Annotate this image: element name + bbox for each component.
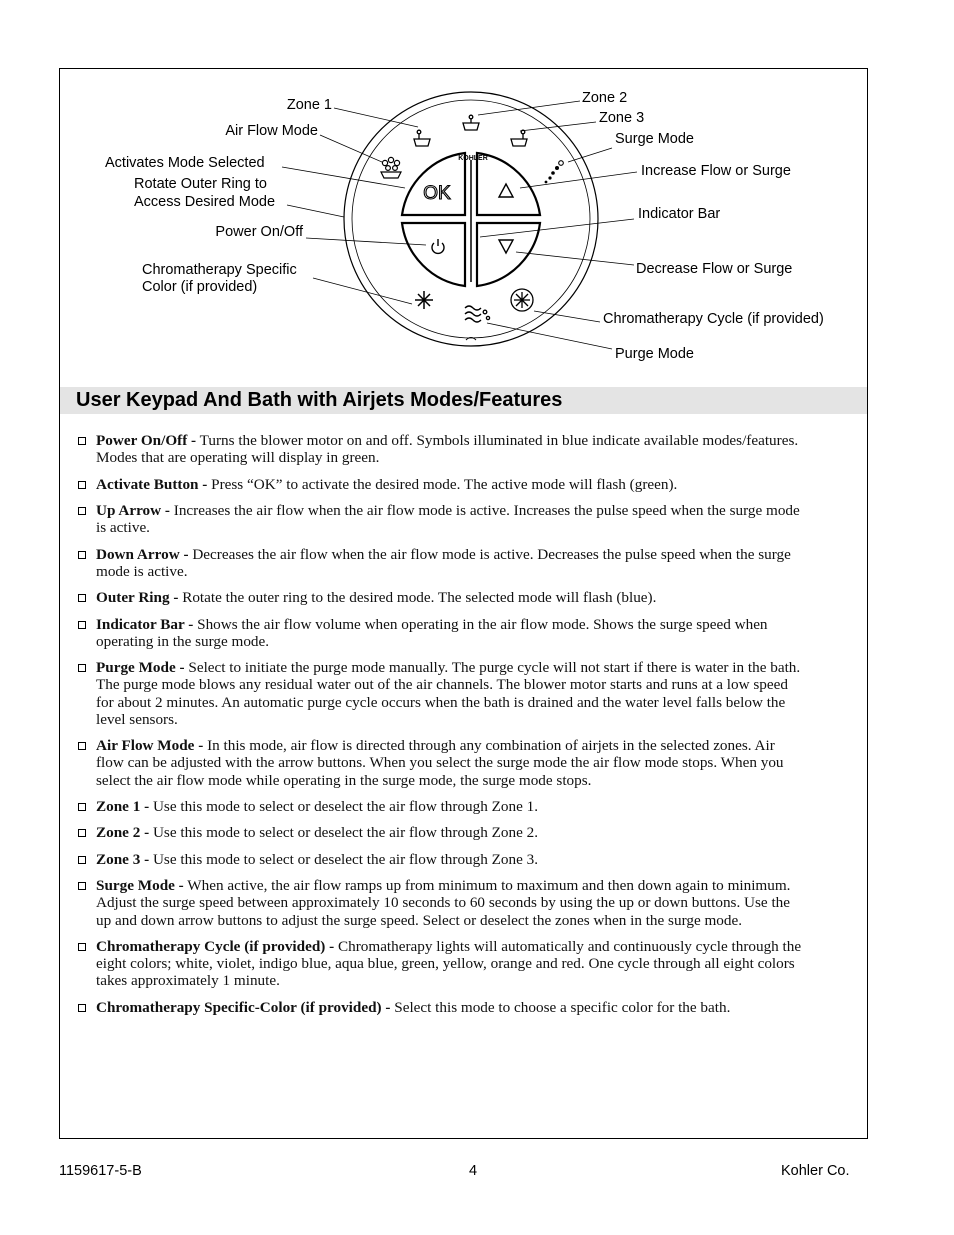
feature-text: Use this mode to select or deselect the air flow through Zone 2. [149,824,539,842]
footer-page-number: 4 [469,1163,478,1179]
feature-term: Up Arrow - [96,501,170,519]
checkbox-bullet-icon [78,803,86,811]
feature-text: Chromatherapy lights will automatically and continuously cycle through the eight colors; white, violet, indigo blue, aqua blue, green, yellow, orange and red. One cycle through all eight colors takes approximately 1 minute. [96,937,802,990]
label-rotate-ring-line1: Rotate Outer Ring to [134,176,267,192]
zone1-icon[interactable] [414,130,430,146]
feature-text: Increases the air flow when the air flow mode is active. Increases the pulse speed when the surge mode is active. [96,501,800,537]
feature-term: Power On/Off - [96,432,197,449]
zone2-icon[interactable] [463,115,479,130]
feature-term: Air Flow Mode - [96,737,204,755]
label-purge-mode: Purge Mode [615,346,694,362]
checkbox-bullet-icon [78,664,86,672]
checkbox-bullet-icon [78,882,86,890]
list-item [78,432,806,466]
section-title: User Keypad And Bath with Airjets Modes/Features [76,389,563,411]
list-item [78,476,806,493]
label-indicator-bar: Indicator Bar [638,206,721,222]
feature-text: Use this mode to select or deselect the air flow through Zone 3. [149,850,539,868]
keypad-quadrant-top-right [477,153,540,215]
footer-company: Kohler Co. [781,1163,850,1179]
feature-term: Zone 1 - [96,797,150,815]
feature-term: Purge Mode - [96,659,185,677]
feature-text: When active, the air flow ramps up from minimum to maximum and then down again to minimum. Adjust the surge speed between approximately 10 seconds to 60 seconds by using the up or down buttons. Use the up and down arrow buttons to adjust the surge speed. Select or deselect the zones when in the surge mode. [96,877,791,929]
checkbox-bullet-icon [78,856,86,864]
feature-text: Select to initiate the purge mode manually. The purge cycle will not start if there is water in the bath. The purge mode blows any residual water out of the air channels. The blower motor starts and runs at a low speed for about 2 minutes. An automatic purge cycle occurs when the bath is drained and the water level falls below the level sensors. [96,659,801,728]
feature-text: Select this mode to choose a specific color for the bath. [390,998,731,1016]
feature-text: Press “OK” to activate the desired mode. The active mode will flash (green). [207,475,678,493]
label-chroma-specific-line2: Color (if provided) [142,279,258,295]
label-activates-mode: Activates Mode Selected [105,155,265,171]
sun-icon[interactable] [415,291,433,309]
list-item [78,824,806,841]
feature-term: Outer Ring - [96,589,179,607]
feature-text: Turns the blower motor on and off. Symbols illuminated in blue indicate available modes/features. Modes that are operating will display in green. [96,432,799,467]
ok-button[interactable]: OK [423,183,451,204]
checkbox-bullet-icon [78,1004,86,1012]
checkbox-bullet-icon [78,551,86,559]
label-rotate-ring-line2: Access Desired Mode [134,194,276,210]
checkbox-bullet-icon [78,621,86,629]
zone3-icon[interactable] [511,130,527,146]
list-item [78,589,806,606]
up-arrow-icon[interactable] [499,184,513,197]
label-zone3: Zone 3 [599,110,645,126]
list-item [78,999,806,1016]
label-power: Power On/Off [215,224,303,240]
feature-term: Indicator Bar - [96,615,194,633]
list-item [78,616,806,650]
feature-term: Zone 3 - [96,850,150,868]
air-flow-mode-icon[interactable] [381,157,401,178]
list-item [78,546,806,580]
label-zone2: Zone 2 [582,90,628,106]
label-surge-mode: Surge Mode [615,131,694,147]
keypad-quadrant-bottom-right [477,223,540,286]
feature-term: Surge Mode - [96,877,184,895]
feature-term: Down Arrow - [96,545,189,563]
checkbox-bullet-icon [78,594,86,602]
purge-mode-icon[interactable] [465,306,490,322]
checkbox-bullet-icon [78,943,86,951]
checkbox-bullet-icon [78,437,86,445]
feature-term: Activate Button - [96,475,208,493]
brand-logo-text: KOHLER [458,155,488,162]
list-item [78,877,806,929]
power-icon[interactable] [432,239,444,253]
checkbox-bullet-icon [78,507,86,515]
checkbox-bullet-icon [78,829,86,837]
label-zone1: Zone 1 [286,97,332,113]
list-item [78,659,806,728]
label-chroma-specific-line1: Chromatherapy Specific [142,262,297,278]
list-item [78,938,806,990]
list-item [78,737,806,789]
surge-mode-icon[interactable] [545,161,564,184]
feature-list [78,432,806,1025]
checkbox-bullet-icon [78,481,86,489]
list-item [78,502,806,536]
chromatherapy-cycle-icon[interactable] [511,289,533,311]
checkbox-bullet-icon [78,742,86,750]
footer-doc-number: 1159617-5-B [59,1163,142,1179]
down-arrow-icon[interactable] [499,240,513,253]
feature-text: Decreases the air flow when the air flow mode is active. Decreases the pulse speed when the surge mode is active. [96,545,791,580]
list-item [78,851,806,868]
leader-lines [282,101,637,349]
feature-text: Rotate the outer ring to the desired mode. The selected mode will flash (blue). [178,589,657,607]
feature-term: Chromatherapy Specific-Color (if provided) - [96,998,391,1016]
feature-term: Zone 2 - [96,824,150,842]
label-decrease: Decrease Flow or Surge [636,261,793,277]
label-increase: Increase Flow or Surge [641,163,791,179]
label-chroma-cycle: Chromatherapy Cycle (if provided) [603,311,824,327]
keypad-quadrant-bottom-left [402,223,465,286]
feature-term: Chromatherapy Cycle (if provided) - [96,937,335,955]
label-air-flow-mode: Air Flow Mode [225,123,318,139]
list-item [78,798,806,815]
feature-text: Shows the air flow volume when operating in the air flow mode. Shows the surge speed when operating in the surge mode. [96,615,768,650]
section-header [60,387,867,414]
feature-text: Use this mode to select or deselect the air flow through Zone 1. [149,797,539,815]
feature-text: In this mode, air flow is directed through any combination of airjets in the selected zones. Air flow can be adjusted with the arrow buttons. When you select the surge mode the air flow mode stops. When you select the air flow mode while operating in the surge mode, the surge mode stops. [96,737,784,789]
